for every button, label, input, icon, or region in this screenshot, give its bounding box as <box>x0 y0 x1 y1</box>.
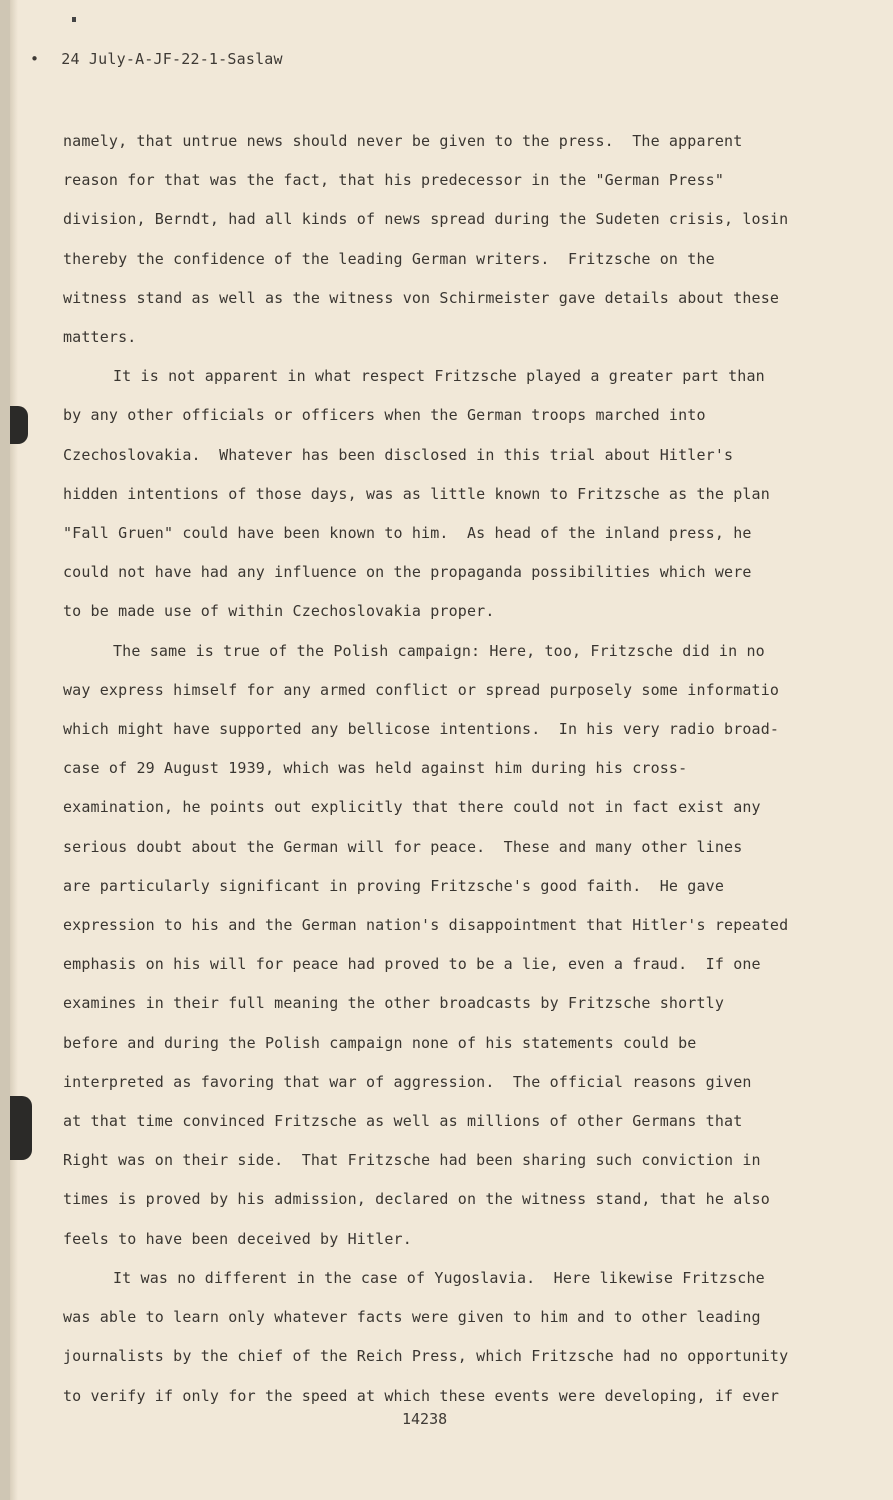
text-line: case of 29 August 1939, which was held against him during his cross- <box>63 759 688 778</box>
text-line: emphasis on his will for peace had proved to be a lie, even a fraud. If one <box>63 955 761 974</box>
text-line: examines in their full meaning the other broadcasts by Fritzsche shortly <box>63 994 725 1013</box>
text-line: could not have had any influence on the propaganda possibilities which were <box>63 563 752 582</box>
page-header <box>30 50 283 68</box>
text-line: are particularly significant in proving Fritzsche's good faith. He gave <box>63 876 725 895</box>
text-line: to verify if only for the speed at which these events were developing, if ever <box>63 1386 780 1405</box>
text-line: Czechoslovakia. Whatever has been disclosed in this trial about Hitler's <box>63 445 734 464</box>
ink-speck <box>72 17 76 22</box>
text-line: which might have supported any bellicose intentions. In his very radio broad- <box>63 720 780 739</box>
body-text <box>63 122 838 1416</box>
text-line: "Fall Gruen" could have been known to him. As head of the inland press, he <box>63 524 752 543</box>
header-bullet: • <box>30 50 40 68</box>
text-line: was able to learn only whatever facts were given to him and to other leading <box>63 1308 761 1327</box>
paragraph-start-line: It was no different in the case of Yugoslavia. Here likewise Fritzsche <box>113 1268 765 1287</box>
text-line: namely, that untrue news should never be given to the press. The apparent <box>63 132 743 150</box>
text-line: thereby the confidence of the leading German writers. Fritzsche on the <box>63 249 715 268</box>
text-line: matters. <box>63 328 137 347</box>
paragraph-start-line: The same is true of the Polish campaign: Here, too, Fritzsche did in no <box>113 641 765 660</box>
page-number: 14238 <box>402 1410 448 1428</box>
binding-hole-mark <box>10 1096 32 1160</box>
text-line: way express himself for any armed conflict or spread purposely some informatio <box>63 680 780 699</box>
text-line: at that time convinced Fritzsche as well as millions of other Germans that <box>63 1112 743 1131</box>
text-line: serious doubt about the German will for peace. These and many other lines <box>63 837 743 856</box>
binding-hole-mark <box>10 406 28 444</box>
text-line: by any other officials or officers when the German troops marched into <box>63 406 706 425</box>
text-line: interpreted as favoring that war of aggression. The official reasons given <box>63 1072 752 1091</box>
text-line: before and during the Polish campaign none of his statements could be <box>63 1033 697 1052</box>
text-line: Right was on their side. That Fritzsche had been sharing such conviction in <box>63 1151 761 1170</box>
text-line: division, Berndt, had all kinds of news spread during the Sudeten crisis, losin <box>63 210 789 229</box>
text-line: journalists by the chief of the Reich Press, which Fritzsche had no opportunity <box>63 1347 789 1366</box>
text-line: hidden intentions of those days, was as little known to Fritzsche as the plan <box>63 484 770 503</box>
text-line: examination, he points out explicitly that there could not in fact exist any <box>63 798 761 817</box>
text-line: witness stand as well as the witness von Schirmeister gave details about these <box>63 288 780 307</box>
text-line: times is proved by his admission, declared on the witness stand, that he also <box>63 1190 770 1209</box>
text-line: to be made use of within Czechoslovakia proper. <box>63 602 495 621</box>
text-line: expression to his and the German nation's disappointment that Hitler's repeated <box>63 916 789 935</box>
text-line: reason for that was the fact, that his predecessor in the "German Press" <box>63 171 725 190</box>
document-reference: 24 July-A-JF-22-1-Saslaw <box>61 50 283 68</box>
text-line: feels to have been deceived by Hitler. <box>63 1229 412 1248</box>
paragraph-start-line: It is not apparent in what respect Fritzsche played a greater part than <box>113 367 765 386</box>
